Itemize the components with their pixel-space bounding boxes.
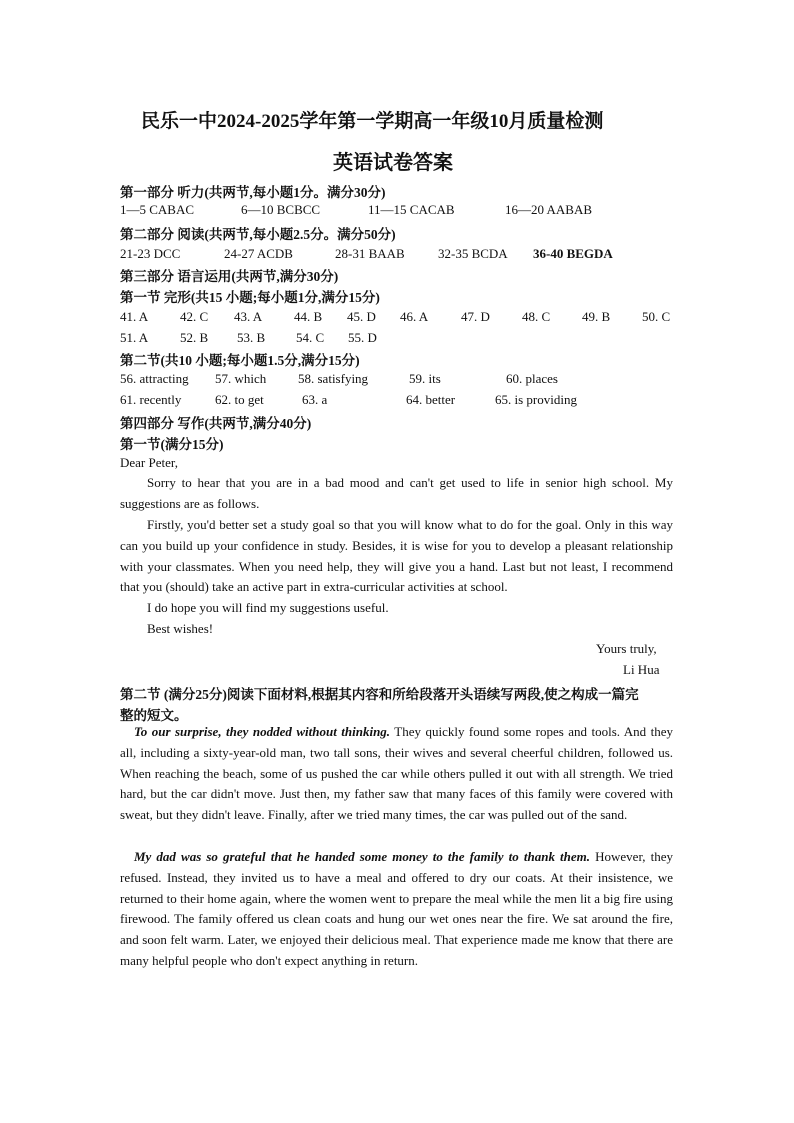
story-paragraph-text: However, they refused. Instead, they invited us to have a meal and offered to dry our coats. At their insistence, we returned to their home again, where the women went to prepare the meal while the men lit a big fire using firewood. The family offered us clean coats and hung our wet ones near the fire. We sat around the fire, and soon felt warm. Later, we enjoyed their delicious meal. That experience made me know that there are many helpful people who don't expect anything in return. <box>120 849 673 968</box>
story-paragraph-opener: To our surprise, they nodded without thinking. <box>134 724 391 739</box>
answer-group: 6—10 BCBCC <box>241 202 321 217</box>
letter-closing: Best wishes! <box>147 621 214 636</box>
fill-answer: 65. is providing <box>495 392 577 407</box>
cloze-answer: 46. A <box>400 309 429 324</box>
answer-group: 1—5 CABAC <box>120 202 195 217</box>
cloze-answer: 54. C <box>296 330 325 345</box>
letter-signoff: Yours truly, <box>596 641 657 656</box>
fill-answer: 62. to get <box>215 392 264 407</box>
part3-section2-heading: 第二节(共10 小题;每小题1.5分,满分15分) <box>120 353 360 368</box>
cloze-answer: 49. B <box>582 309 611 324</box>
fill-answer: 57. which <box>215 371 267 386</box>
part4-section1-heading: 第一节(满分15分) <box>120 437 224 452</box>
answer-group: 16—20 AABAB <box>505 202 593 217</box>
cloze-answer: 41. A <box>120 309 149 324</box>
part3-section1-heading: 第一节 完形(共15 小题;每小题1分,满分15分) <box>120 290 380 305</box>
letter-paragraph: I do hope you will find my suggestions useful. <box>147 600 389 615</box>
answer-group: 21-23 DCC <box>120 246 181 261</box>
part1-heading: 第一部分 听力(共两节,每小题1分。满分30分) <box>120 185 386 200</box>
cloze-answer: 47. D <box>461 309 490 324</box>
answer-group: 24-27 ACDB <box>224 246 293 261</box>
cloze-answer: 55. D <box>348 330 377 345</box>
fill-answer: 61. recently <box>120 392 182 407</box>
fill-answer: 56. attracting <box>120 371 189 386</box>
part4-section2-heading: 第二节 (满分25分)阅读下面材料,根据其内容和所给段落开头语续写两段,使之构成一篇完 <box>120 687 639 702</box>
fill-answer: 58. satisfying <box>298 371 369 386</box>
story-paragraph-text: They quickly found some ropes and tools. And they all, including a sixty-year-old man, two tall sons, their wives and several cheerful children, followed us. When reaching the beach, some of us pushed the car while others pulled it out with all strength. We tried hard, but the car didn't move. Just then, my father saw that many faces of this family were covered with sweat, but they didn't leave. Finally, after we tried many times, the car was pulled out of the sand. <box>120 724 673 823</box>
answer-group: 28-31 BAAB <box>335 246 405 261</box>
cloze-answer: 42. C <box>180 309 209 324</box>
answer-group: 11—15 CACAB <box>368 202 455 217</box>
letter-greeting: Dear Peter, <box>120 455 178 470</box>
letter-paragraph: Firstly, you'd better set a study goal so that you will know what to do for the goal. Only in this way can you build up your confidence in study. Besides, it is wise for you to develop a pleasant relationship with your classmates. When you need help, they will give you a hand. Last but not least, I recommend that you (should) take an active part in extra-curricular activities at school. <box>120 517 673 595</box>
story-paragraph <box>120 722 673 826</box>
cloze-answer: 52. B <box>180 330 209 345</box>
cloze-answer: 48. C <box>522 309 551 324</box>
story-paragraph-opener: My dad was so grateful that he handed some money to the family to thank them. <box>134 849 591 864</box>
cloze-answer: 44. B <box>294 309 323 324</box>
story-paragraph <box>120 847 673 972</box>
cloze-answer: 50. C <box>642 309 671 324</box>
part3-heading: 第三部分 语言运用(共两节,满分30分) <box>120 269 339 284</box>
fill-answer: 63. a <box>302 392 328 407</box>
part4-heading: 第四部分 写作(共两节,满分40分) <box>120 416 312 431</box>
fill-answer: 60. places <box>506 371 558 386</box>
cloze-answer: 53. B <box>237 330 266 345</box>
letter-paragraph: Sorry to hear that you are in a bad mood and can't get used to life in senior high school. My suggestions are as follows. <box>120 475 673 511</box>
fill-answer: 64. better <box>406 392 456 407</box>
part2-heading: 第二部分 阅读(共两节,每小题2.5分。满分50分) <box>120 227 396 242</box>
page-subtitle: 英语试卷答案 <box>333 152 453 174</box>
cloze-answer: 43. A <box>234 309 263 324</box>
cloze-answer: 45. D <box>347 309 376 324</box>
cloze-answer: 51. A <box>120 330 149 345</box>
letter-signature: Li Hua <box>623 662 660 677</box>
answer-group: 32-35 BCDA <box>438 246 508 261</box>
fill-answer: 59. its <box>409 371 441 386</box>
answer-group: 36-40 BEGDA <box>533 246 613 261</box>
part4-section2-heading-cont: 整的短文。 <box>120 708 188 723</box>
page-title: 民乐一中2024-2025学年第一学期高一年级10月质量检测 <box>141 111 604 132</box>
